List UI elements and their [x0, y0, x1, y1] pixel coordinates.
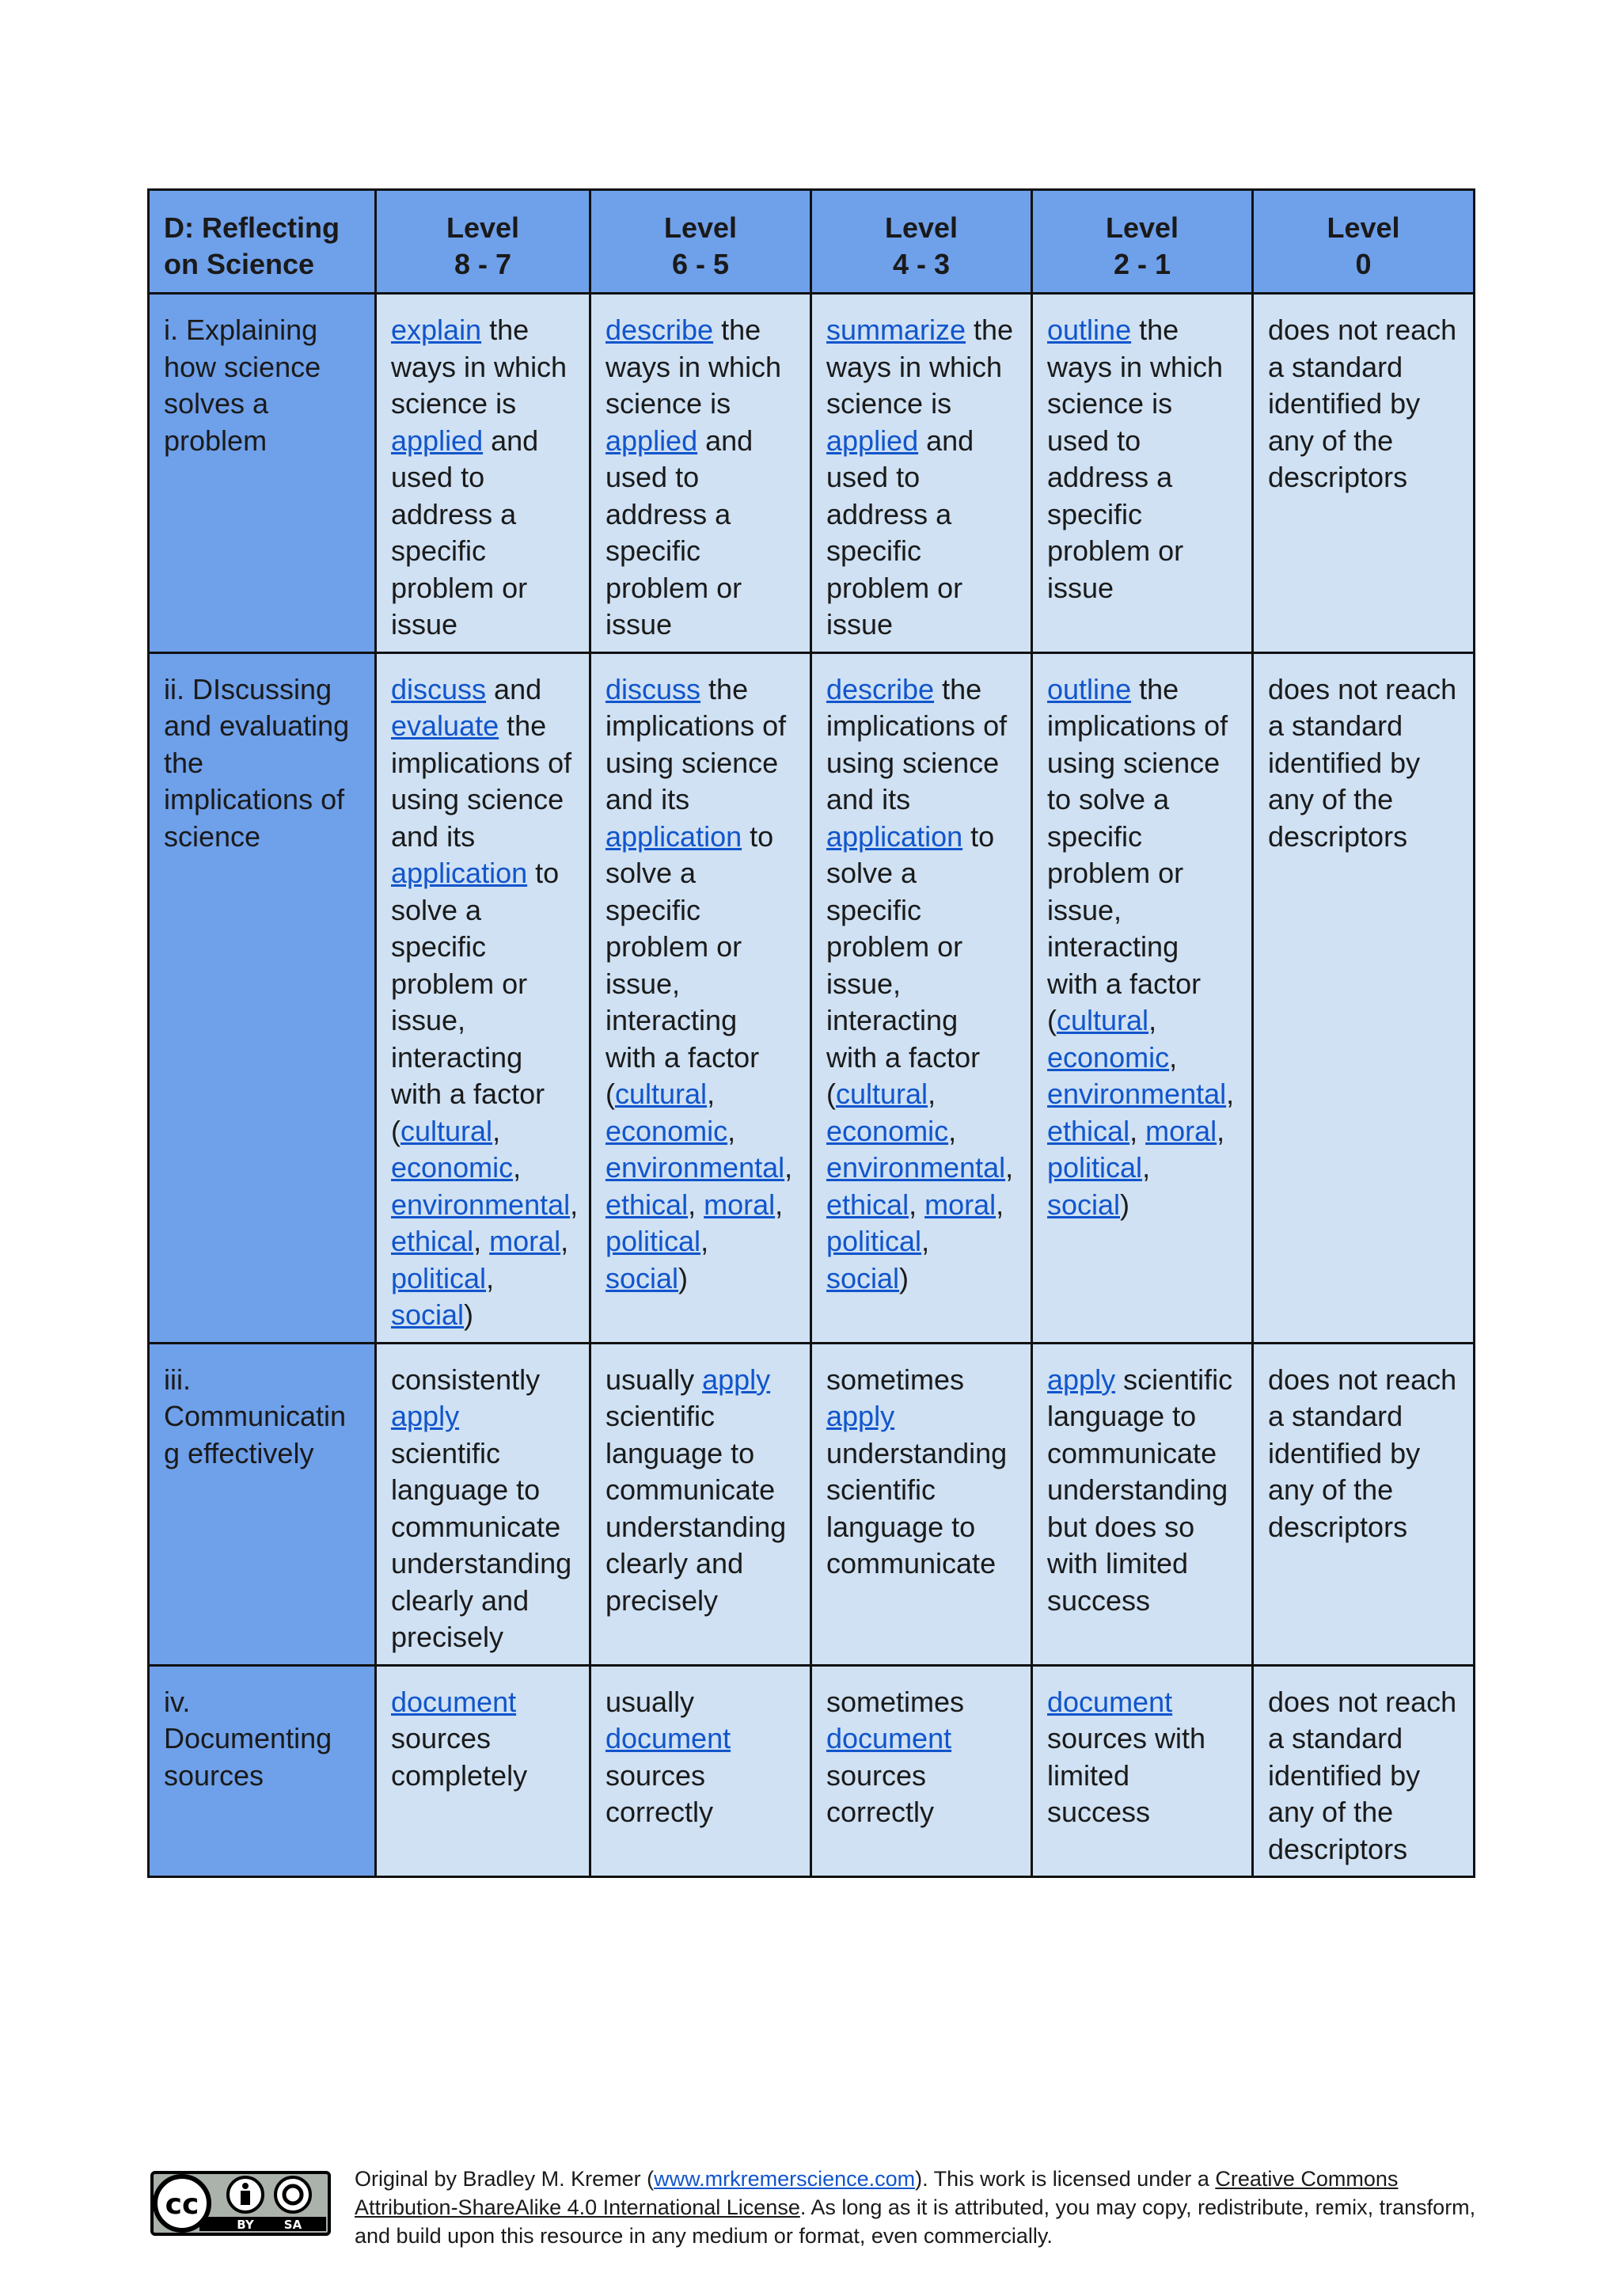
- command-term-link[interactable]: moral: [924, 1188, 997, 1221]
- descriptor-text: ,: [492, 1114, 501, 1147]
- descriptor-text: ,: [513, 1151, 522, 1184]
- descriptor-text: the implications of using science to solve a specific problem or issue, interacting with a factor (: [1047, 672, 1228, 1036]
- descriptor-text: sources correctly: [826, 1758, 935, 1828]
- descriptor-cell: [1253, 652, 1475, 1343]
- command-term-link[interactable]: ethical: [391, 1225, 474, 1257]
- descriptor-text: does not reach a standard identified by any of the descriptors: [1268, 1363, 1457, 1543]
- command-term-link[interactable]: document: [391, 1685, 517, 1718]
- descriptor-text: ): [1120, 1188, 1130, 1221]
- command-term-link[interactable]: applied: [826, 424, 919, 457]
- descriptor-cell: [376, 652, 590, 1343]
- descriptor-text: the ways in which science is: [606, 314, 782, 420]
- descriptor-text: ,: [775, 1188, 784, 1221]
- descriptor-text: understanding scientific language to communicate: [826, 1436, 1008, 1579]
- descriptor-text: to solve a specific problem or issue, interacting with a factor (: [391, 857, 560, 1147]
- criterion-cell: iv. Documenting sources: [149, 1665, 376, 1877]
- command-term-link[interactable]: social: [606, 1261, 679, 1294]
- command-term-link[interactable]: applied: [606, 424, 698, 457]
- header-row: [149, 190, 1475, 294]
- descriptor-text: usually: [606, 1363, 703, 1396]
- command-term-link[interactable]: evaluate: [391, 709, 499, 742]
- level-range: 2 - 1: [1113, 248, 1171, 280]
- descriptor-text: ,: [948, 1114, 957, 1147]
- command-term-link[interactable]: environmental: [606, 1151, 785, 1184]
- rubric-row: [149, 652, 1475, 1343]
- level-label: Level: [1327, 211, 1400, 244]
- descriptor-text: the ways in which science is: [391, 314, 568, 420]
- descriptor-text: sometimes: [826, 1363, 965, 1396]
- descriptor-text: scientific language to communicate understanding clearly and precisely: [606, 1400, 787, 1617]
- sa-label: SA: [283, 2218, 302, 2232]
- descriptor-cell: [1032, 1343, 1253, 1665]
- criterion-cell: ii. DIscussing and evaluating the implications of science: [149, 652, 376, 1343]
- command-term-link[interactable]: explain: [391, 314, 482, 346]
- command-term-link[interactable]: discuss: [391, 672, 487, 705]
- command-term-link[interactable]: moral: [489, 1225, 561, 1257]
- descriptor-cell: [590, 652, 811, 1343]
- descriptor-cell: [811, 1343, 1032, 1665]
- descriptor-text: ): [899, 1261, 909, 1294]
- descriptor-text: sometimes: [826, 1685, 965, 1718]
- command-term-link[interactable]: environmental: [826, 1151, 1006, 1184]
- level-header: [376, 190, 590, 294]
- criterion-cell: i. Explaining how science solves a problem: [149, 294, 376, 653]
- command-term-link[interactable]: cultural: [615, 1078, 708, 1110]
- command-term-link[interactable]: outline: [1047, 672, 1132, 705]
- command-term-link[interactable]: application: [826, 819, 963, 853]
- command-term-link[interactable]: applied: [391, 424, 484, 457]
- descriptor-text: ,: [707, 1078, 716, 1110]
- command-term-link[interactable]: application: [606, 819, 742, 853]
- rubric-row: [149, 1343, 1475, 1665]
- descriptor-text: does not reach a standard identified by any of the descriptors: [1268, 314, 1457, 493]
- command-term-link[interactable]: ethical: [826, 1188, 909, 1221]
- descriptor-text: ,: [909, 1188, 925, 1221]
- descriptor-text: ,: [1148, 1004, 1157, 1036]
- level-range: 4 - 3: [892, 248, 951, 280]
- cc-label: cc: [165, 2188, 199, 2221]
- descriptor-text: ,: [1005, 1151, 1014, 1184]
- level-label: Level: [884, 211, 959, 244]
- command-term-link[interactable]: social: [391, 1298, 465, 1331]
- command-term-link[interactable]: moral: [1145, 1114, 1217, 1147]
- descriptor-text: sources correctly: [606, 1758, 714, 1828]
- descriptor-text: sources with limited success: [1047, 1722, 1206, 1828]
- descriptor-text: ,: [996, 1188, 1004, 1221]
- level-range: 6 - 5: [671, 248, 730, 280]
- descriptor-text: ,: [570, 1188, 579, 1221]
- descriptor-text: ,: [1226, 1078, 1235, 1110]
- descriptor-text: the ways in which science is used to address a specific problem or issue: [1047, 314, 1224, 604]
- command-term-link[interactable]: political: [391, 1261, 487, 1294]
- command-term-link[interactable]: economic: [826, 1114, 949, 1147]
- descriptor-text: ,: [1129, 1114, 1146, 1147]
- descriptor-text: ,: [784, 1151, 793, 1184]
- descriptor-cell: [590, 1343, 811, 1665]
- descriptor-text: scientific language to communicate understanding but does so with limited success: [1047, 1363, 1233, 1617]
- command-term-link[interactable]: social: [826, 1261, 900, 1294]
- descriptor-text: and: [486, 672, 542, 705]
- descriptor-cell: [1032, 652, 1253, 1343]
- rubric-table: [147, 188, 1475, 1878]
- descriptor-text: ,: [1169, 1040, 1178, 1074]
- command-term-link[interactable]: cultural: [1057, 1004, 1149, 1036]
- level-label: Level: [1105, 211, 1179, 244]
- command-term-link[interactable]: document: [606, 1722, 731, 1754]
- descriptor-text: and used to address a specific problem or issue: [826, 424, 974, 641]
- descriptor-text: ,: [1217, 1114, 1225, 1147]
- descriptor-text: ,: [1142, 1151, 1151, 1184]
- descriptor-cell: [811, 294, 1032, 653]
- criterion-cell: iii. Communicatin g effectively: [149, 1343, 376, 1665]
- level-label: Level: [663, 211, 738, 244]
- level-range: 8 - 7: [454, 248, 512, 280]
- descriptor-text: ,: [928, 1078, 936, 1110]
- rubric-body: [149, 294, 1475, 1877]
- command-term-link[interactable]: cultural: [836, 1078, 928, 1110]
- descriptor-text: usually: [606, 1685, 695, 1718]
- command-term-link[interactable]: outline: [1047, 314, 1132, 346]
- command-term-link[interactable]: moral: [704, 1188, 776, 1221]
- command-term-link[interactable]: ethical: [1047, 1114, 1130, 1147]
- rubric-row: [149, 1665, 1475, 1877]
- command-term-link[interactable]: apply: [702, 1363, 771, 1396]
- descriptor-cell: [1032, 294, 1253, 653]
- descriptor-cell: [1253, 1343, 1475, 1665]
- by-label: BY: [237, 2218, 254, 2232]
- notice-text: ). This work is licensed under a: [915, 2167, 1216, 2191]
- descriptor-cell: [376, 294, 590, 653]
- license-notice: [355, 2165, 1479, 2250]
- descriptor-text: does not reach a standard identified by any of the descriptors: [1268, 672, 1457, 853]
- descriptor-cell: [376, 1343, 590, 1665]
- level-label: Level: [446, 211, 520, 244]
- command-term-link[interactable]: document: [1047, 1685, 1173, 1718]
- descriptor-cell: [1253, 294, 1475, 653]
- command-term-link[interactable]: apply: [391, 1400, 460, 1432]
- descriptor-text: to solve a specific problem or issue, interacting with a factor (: [826, 819, 995, 1110]
- command-term-link[interactable]: environmental: [391, 1188, 571, 1221]
- command-term-link[interactable]: describe: [606, 314, 714, 346]
- descriptor-cell: [811, 1665, 1032, 1877]
- descriptor-text: the implications of using science and its: [391, 709, 572, 853]
- strand-header: D: Reflecting on Science: [149, 190, 376, 294]
- descriptor-text: and used to address a specific problem or issue: [391, 424, 539, 641]
- level-header: [1032, 190, 1253, 294]
- descriptor-text: ): [464, 1298, 474, 1331]
- level-header: [811, 190, 1032, 294]
- descriptor-text: does not reach a standard identified by any of the descriptors: [1268, 1685, 1457, 1865]
- notice-text: Original by Bradley M. Kremer (: [355, 2167, 655, 2191]
- command-term-link[interactable]: apply: [1047, 1363, 1116, 1396]
- command-term-link[interactable]: summarize: [826, 314, 966, 346]
- website-link[interactable]: www.mrkremerscience.com: [654, 2167, 916, 2191]
- cc-by-sa-license-icon[interactable]: [150, 2171, 331, 2236]
- descriptor-text: the implications of using science and its: [826, 672, 1008, 815]
- descriptor-cell: [1032, 1665, 1253, 1877]
- descriptor-text: ,: [700, 1225, 709, 1257]
- descriptor-cell: [1253, 1665, 1475, 1877]
- level-range: 0: [1355, 248, 1372, 280]
- command-term-link[interactable]: discuss: [606, 672, 701, 705]
- command-term-link[interactable]: apply: [826, 1400, 895, 1432]
- descriptor-text: ,: [921, 1225, 930, 1257]
- command-term-link[interactable]: economic: [1047, 1040, 1170, 1074]
- descriptor-cell: [590, 294, 811, 653]
- command-term-link[interactable]: political: [826, 1225, 922, 1257]
- level-header: [1253, 190, 1475, 294]
- command-term-link[interactable]: cultural: [401, 1114, 493, 1147]
- command-term-link[interactable]: political: [1047, 1151, 1143, 1184]
- command-term-link[interactable]: social: [1047, 1188, 1121, 1221]
- descriptor-text: ,: [727, 1114, 736, 1147]
- command-term-link[interactable]: ethical: [606, 1188, 689, 1221]
- descriptor-text: to solve a specific problem or issue, interacting with a factor (: [606, 819, 774, 1110]
- descriptor-text: sources completely: [391, 1722, 528, 1792]
- descriptor-text: scientific language to communicate understanding clearly and precisely: [391, 1436, 572, 1653]
- license-link[interactable]: Creative Commons Attribution-ShareAlike 4.0 International License: [355, 2167, 1399, 2219]
- notice-text: . As long as it is attributed, you may copy, redistribute, remix, transform, and build upon this resource in any medium or format, even commercially.: [355, 2195, 1476, 2248]
- level-header: [590, 190, 811, 294]
- descriptor-text: consistently: [391, 1363, 541, 1396]
- command-term-link[interactable]: political: [606, 1225, 701, 1257]
- command-term-link[interactable]: economic: [391, 1151, 514, 1184]
- descriptor-text: ): [678, 1261, 689, 1294]
- descriptor-text: the ways in which science is: [826, 314, 1014, 420]
- descriptor-cell: [376, 1665, 590, 1877]
- descriptor-text: ,: [473, 1225, 490, 1257]
- descriptor-text: ,: [688, 1188, 704, 1221]
- descriptor-cell: [590, 1665, 811, 1877]
- descriptor-text: and used to address a specific problem or issue: [606, 424, 754, 641]
- descriptor-text: the implications of using science and its: [606, 672, 787, 815]
- descriptor-cell: [811, 652, 1032, 1343]
- rubric-row: [149, 294, 1475, 653]
- command-term-link[interactable]: environmental: [1047, 1078, 1227, 1110]
- descriptor-text: ,: [486, 1261, 495, 1294]
- command-term-link[interactable]: describe: [826, 672, 935, 705]
- command-term-link[interactable]: application: [391, 857, 528, 889]
- command-term-link[interactable]: economic: [606, 1114, 728, 1147]
- descriptor-text: ,: [560, 1225, 569, 1257]
- command-term-link[interactable]: document: [826, 1722, 952, 1754]
